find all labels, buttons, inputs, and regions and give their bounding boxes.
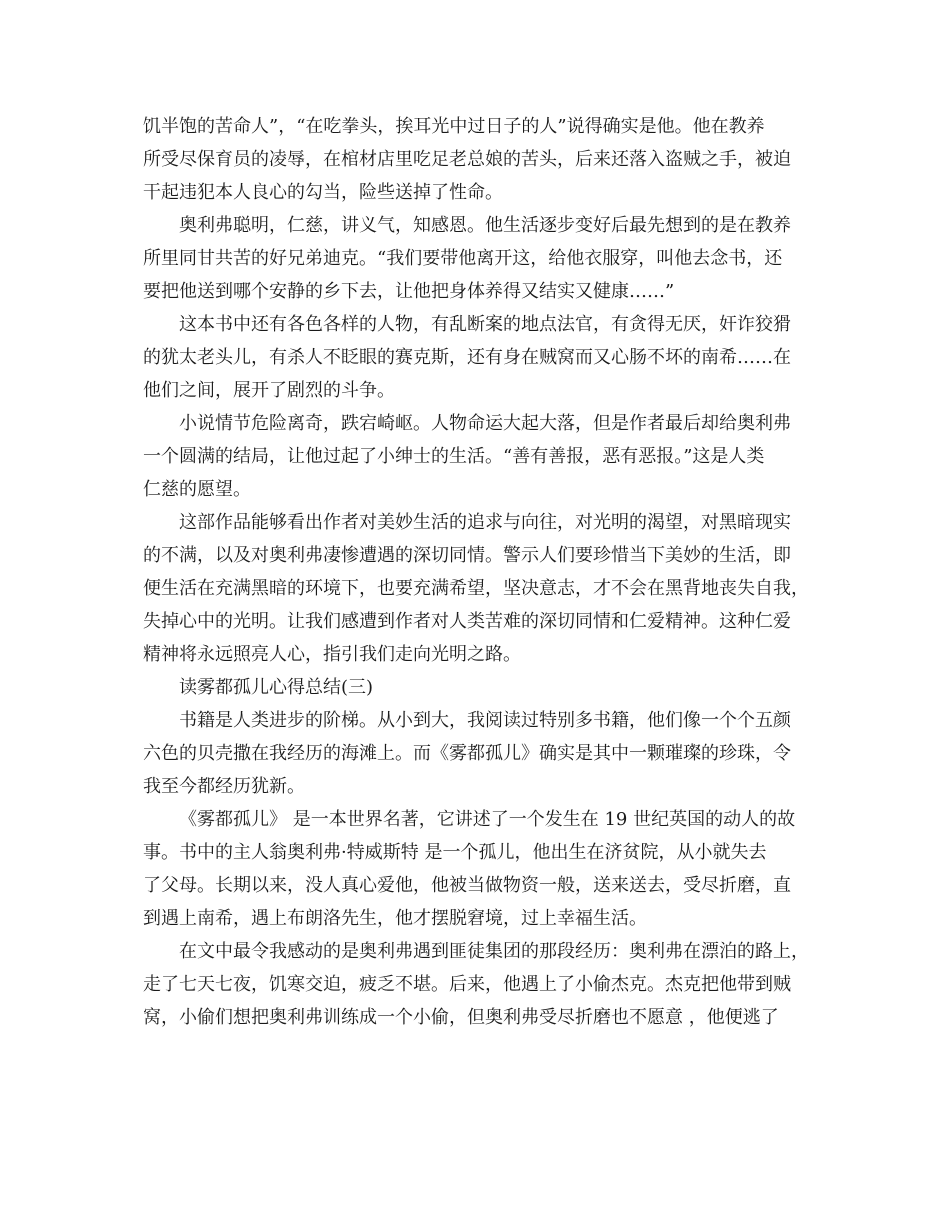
text-line: 所受尽保育员的凌辱，在棺材店里吃足老总娘的苦头，后来还落入盗贼之手，被迫 [143,149,791,170]
paragraph-first-line: 奥利弗聪明，仁慈，讲义气，知感恩。他生活逐步变好后最先想到的是在教养 [179,215,791,236]
paragraph-first-line: 这本书中还有各色各样的人物，有乱断案的地点法官，有贪得无厌，奸诈狡猾 [179,314,791,335]
text-line: 干起违犯本人良心的勾当，险些送掉了性命。 [143,182,503,203]
text-line: 失掉心中的光明。让我们感遭到作者对人类苦难的深切同情和仁爱精神。这种仁爱 [143,611,791,632]
text-line: 走了七天七夜，饥寒交迫，疲乏不堪。后来，他遇上了小偷杰克。杰克把他带到贼 [143,974,791,995]
text-line: 的犹太老头儿，有杀人不眨眼的赛克斯，还有身在贼窝而又心肠不坏的南希……在 [143,347,791,368]
text-line: 精神将永远照亮人心，指引我们走向光明之路。 [143,644,521,665]
text-line: 的不满，以及对奥利弗凄惨遭遇的深切同情。警示人们要珍惜当下美妙的生活，即 [143,545,791,566]
paragraph-first-line: 《雾都孤儿》 是一本世界名著，它讲述了一个发生在 19 世纪英国的动人的故 [179,809,796,830]
text-line: 一个圆满的结局，让他过起了小绅士的生活。“善有善报，恶有恶报。”这是人类 [143,446,765,467]
text-line: 事。书中的主人翁奥利弗·特威斯特 是一个孤儿，他出生在济贫院，从小就失去 [143,842,767,863]
paragraph-first-line: 小说情节危险离奇，跌宕崎岖。人物命运大起大落，但是作者最后却给奥利弗 [179,413,791,434]
text-line: 他们之间，展开了剧烈的斗争。 [143,380,395,401]
paragraph-first-line: 在文中最令我感动的是奥利弗遇到匪徒集团的那段经历：奥利弗在漂泊的路上， [179,941,809,962]
text-line: 了父母。长期以来，没人真心爱他，他被当做物资一般，送来送去，受尽折磨，直 [143,875,791,896]
paragraph-first-line: 读雾都孤儿心得总结(三) [179,677,374,698]
text-line: 所里同甘共苦的好兄弟迪克。“我们要带他离开这，给他衣服穿，叫他去念书，还 [143,248,783,269]
text-line: 便生活在充满黑暗的环境下，也要充满希望，坚决意志，才不会在黑背地丧失自我， [143,578,809,599]
text-line: 窝，小偷们想把奥利弗训练成一个小偷，但奥利弗受尽折磨也不愿意 ，他便逃了 [143,1007,779,1028]
paragraph-first-line: 这部作品能够看出作者对美妙生活的追求与向往，对光明的渴望，对黑暗现实 [179,512,791,533]
document-body [143,110,823,1034]
text-line: 饥半饱的苦命人”，“在吃拳头，挨耳光中过日子的人”说得确实是他。他在教养 [143,116,765,137]
text-line: 到遇上南希，遇上布朗洛先生，他才摆脱窘境，过上幸福生活。 [143,908,647,929]
text-line: 我至今都经历犹新。 [143,776,305,797]
text-line: 要把他送到哪个安静的乡下去，让他把身体养得又结实又健康……” [143,281,675,302]
paragraph-first-line: 书籍是人类进步的阶梯。从小到大，我阅读过特别多书籍，他们像一个个五颜 [179,710,791,731]
text-line: 仁慈的愿望。 [143,479,251,500]
text-line: 六色的贝壳撒在我经历的海滩上。而《雾都孤儿》确实是其中一颗璀璨的珍珠，令 [143,743,791,764]
